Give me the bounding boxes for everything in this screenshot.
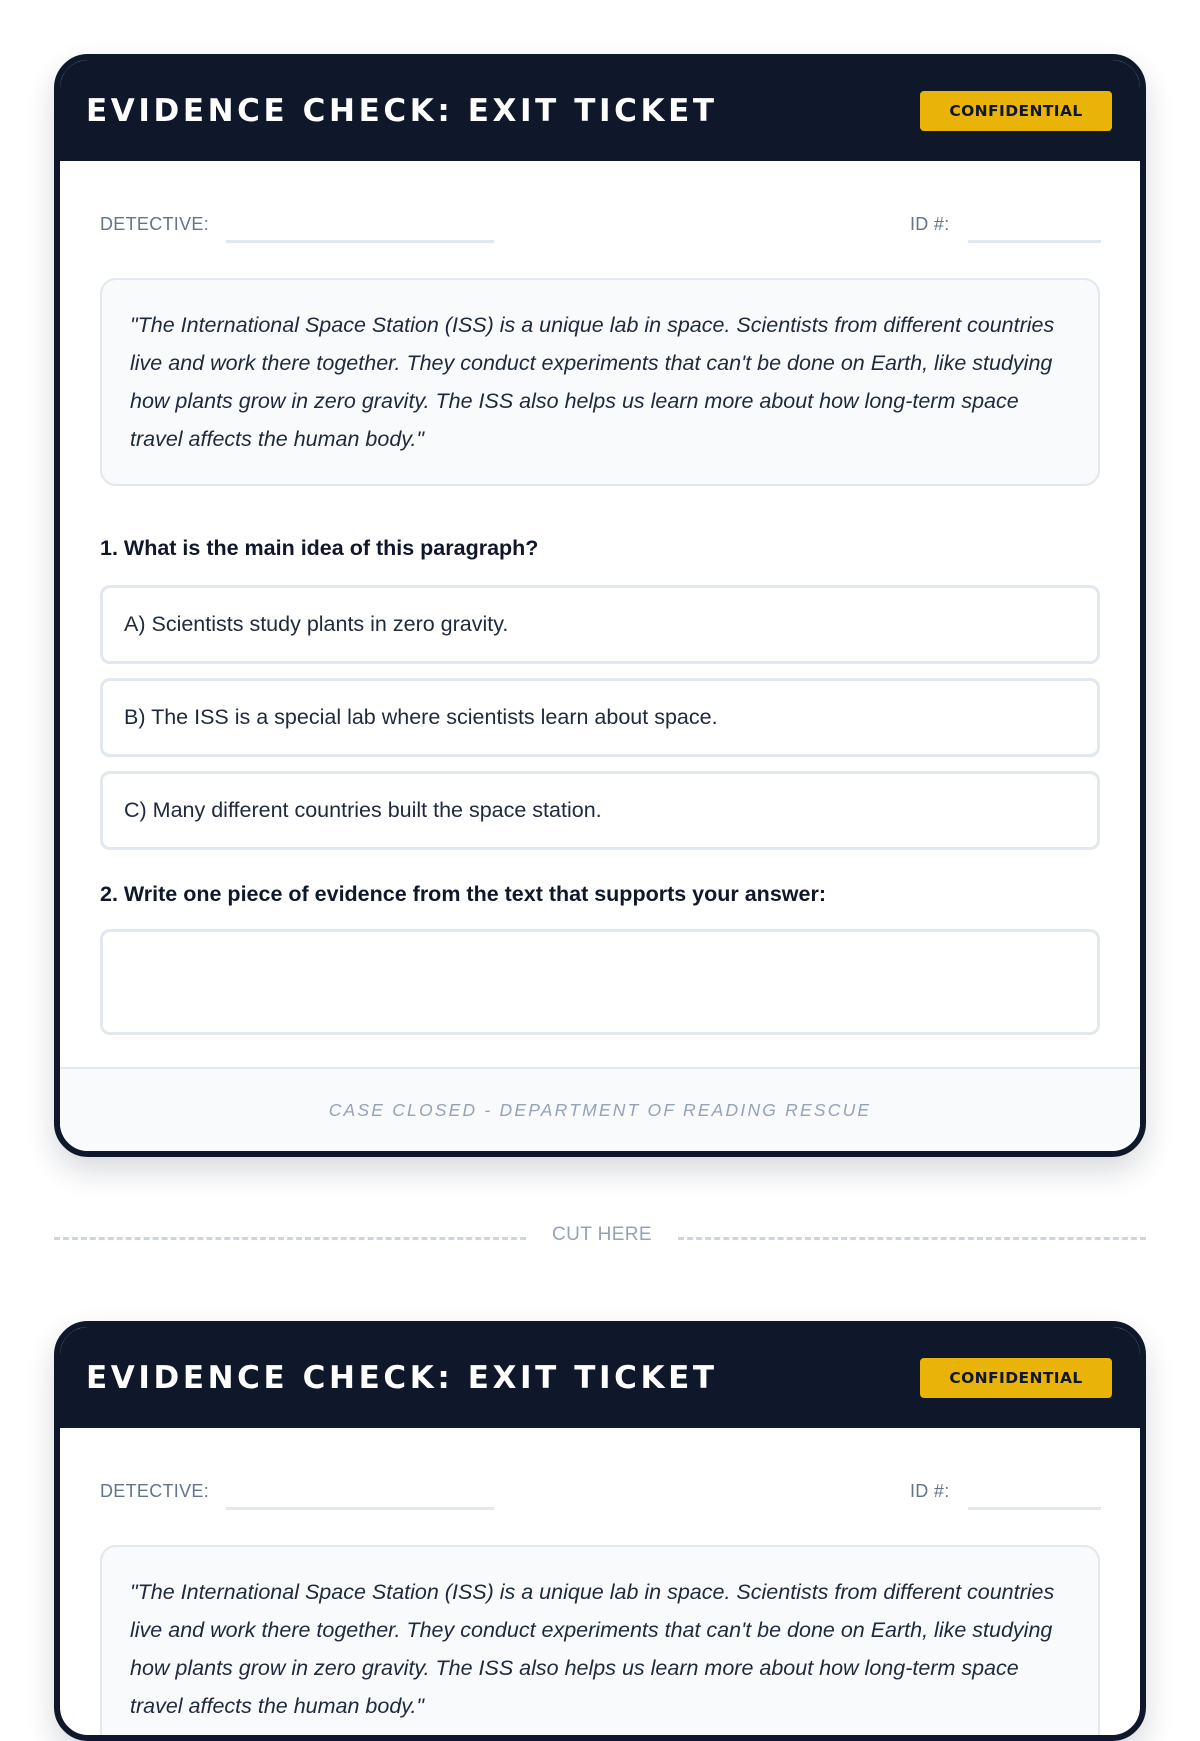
ticket-header — [60, 1327, 1140, 1428]
detective-name-field[interactable] — [226, 240, 494, 243]
confidential-badge: CONFIDENTIAL — [920, 1358, 1112, 1398]
cut-line-right — [678, 1237, 1146, 1240]
id-label: ID #: — [910, 214, 950, 234]
reading-passage: "The International Space Station (ISS) is a unique lab in space. Scientists from different countries live and work there together. They conduct experiments that can't be done on Earth, like studying how plants grow in zero gravity. The ISS also helps us learn more about how long-term space travel affects the human body." — [100, 1545, 1100, 1741]
question-1: 1. What is the main idea of this paragraph? — [100, 536, 539, 560]
ticket-body — [60, 1428, 1140, 1741]
question-2: 2. Write one piece of evidence from the text that supports your answer: — [100, 882, 826, 906]
identity-row — [100, 1428, 1100, 1545]
identity-row — [100, 161, 1100, 278]
cut-line-divider — [54, 1218, 1146, 1252]
detective-label: DETECTIVE: — [100, 1481, 210, 1501]
detective-name-field[interactable] — [226, 1507, 494, 1510]
reading-passage: "The International Space Station (ISS) is a unique lab in space. Scientists from different countries live and work there together. They conduct experiments that can't be done on Earth, like studying how plants grow in zero gravity. The ISS also helps us learn more about how long-term space travel affects the human body." — [100, 278, 1100, 486]
id-number-field[interactable] — [968, 240, 1101, 243]
cut-line-left — [54, 1237, 526, 1240]
detective-label: DETECTIVE: — [100, 214, 210, 234]
id-label: ID #: — [910, 1481, 950, 1501]
ticket-footer: CASE CLOSED - DEPARTMENT OF READING RESCUE — [60, 1067, 1140, 1151]
exit-ticket-2 — [54, 1321, 1146, 1741]
ticket-body — [60, 161, 1140, 1035]
ticket-header — [60, 60, 1140, 161]
option-a[interactable]: A) Scientists study plants in zero gravity. — [100, 585, 1100, 664]
ticket-title: EVIDENCE CHECK: EXIT TICKET — [86, 1359, 718, 1396]
id-number-field[interactable] — [968, 1507, 1101, 1510]
confidential-badge: CONFIDENTIAL — [920, 91, 1112, 131]
exit-ticket-1 — [54, 54, 1146, 1157]
option-c[interactable]: C) Many different countries built the space station. — [100, 771, 1100, 850]
cut-here-label: CUT HERE — [552, 1224, 652, 1245]
answer-options — [100, 585, 1100, 850]
ticket-title: EVIDENCE CHECK: EXIT TICKET — [86, 92, 718, 129]
evidence-answer-box[interactable] — [100, 929, 1100, 1035]
option-b[interactable]: B) The ISS is a special lab where scientists learn about space. — [100, 678, 1100, 757]
